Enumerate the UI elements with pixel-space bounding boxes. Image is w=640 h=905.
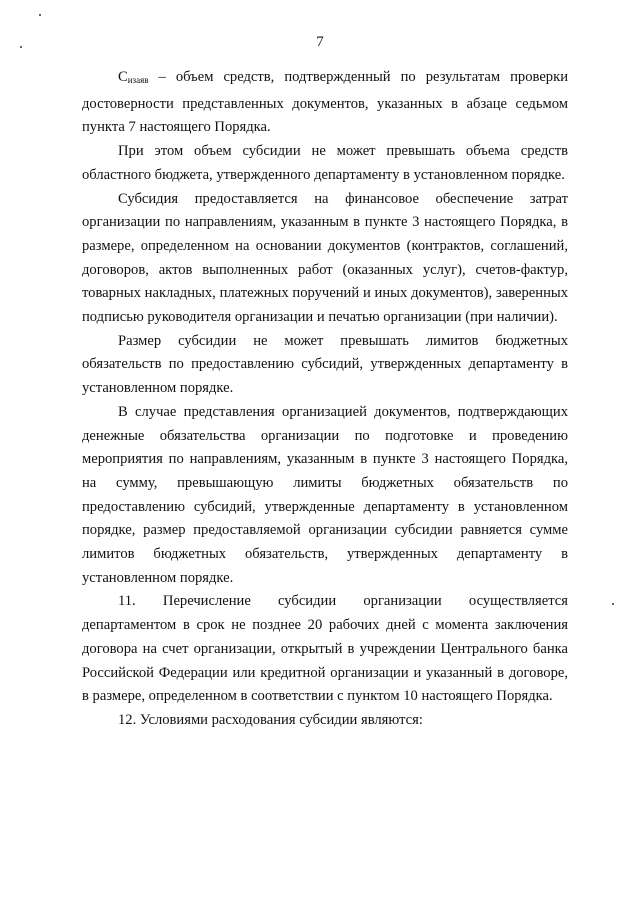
document-body	[82, 66, 572, 733]
paragraph-subsidy-size-limit: Размер субсидии не может превышать лимитов бюджетных обязательств по предоставлению субсидий, утвержденных департаменту в установленном порядке.	[82, 332, 568, 397]
formula-symbol-subscript: изаяв	[127, 75, 149, 85]
paragraph-point-11: 11. Перечисление субсидии организации осуществляется департаментом в срок не позднее 20 рабочих дней с момента заключения договора на счет организации, открытый в учреждении Центрального банка Российской Федерации или кредитной организации и указанный в договоре, в размере, определенном в соответствии с пунктом 10 настоящего Порядка.	[82, 593, 572, 705]
formula-symbol-main: C	[118, 69, 128, 85]
paragraph-c-izayav-definition	[82, 66, 568, 140]
scan-speck	[612, 603, 614, 605]
page-number: 7	[316, 34, 324, 50]
paragraph-text: – объем средств, подтвержденный по результатам проверки достоверности представленных документов, указанных в абзаце седьмом пункта 7 настоящего Порядка.	[82, 69, 568, 136]
formula-symbol	[118, 69, 149, 85]
paragraph-excess-case: В случае представления организацией документов, подтверждающих денежные обязательства организации по подготовке и проведению мероприятия по направлениям, указанным в пункте 3 настоящего Порядка, на сумму, превышающую лимиты бюджетных обязательств по предоставлению субсидий, утвержденные департаменту в установленном порядке, размер предоставляемой организации субсидии равняется сумме лимитов бюджетных обязательств, утвержденных департаменту в установленном порядке.	[82, 403, 568, 586]
paragraph-point-12: 12. Условиями расходования субсидии являются:	[118, 711, 423, 728]
scan-speck	[39, 14, 41, 16]
paragraph-subsidy-budget-limit: При этом объем субсидии не может превышать объема средств областного бюджета, утвержденного департаменту в установленном порядке.	[82, 143, 568, 183]
paragraph-subsidy-purpose: Субсидия предоставляется на финансовое обеспечение затрат организации по направлениям, указанным в пункте 3 настоящего Порядка, в размере, определенном на основании документов (контрактов, соглашений, договоров, актов выполненных работ (оказанных услуг), счетов-фактур, товарных накладных, платежных поручений и иных документов), заверенных подписью руководителя организации и печатью организации (при наличии).	[82, 190, 568, 326]
